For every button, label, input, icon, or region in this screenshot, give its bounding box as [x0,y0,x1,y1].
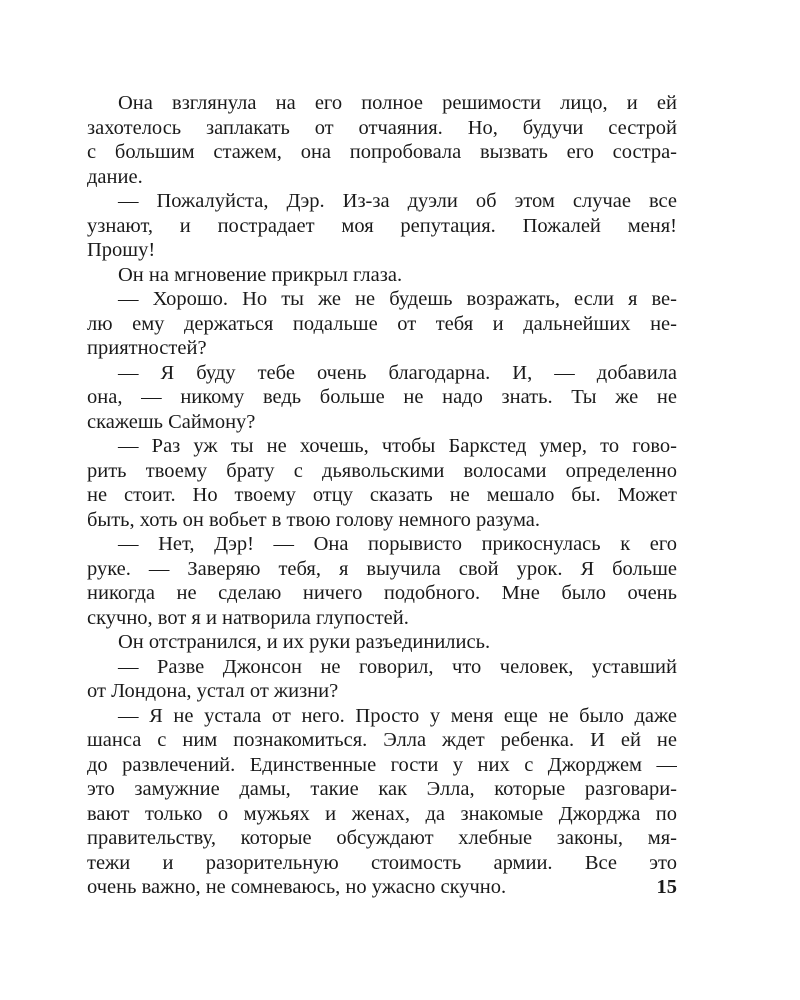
text-line: очень важно, не сомневаюсь, но ужасно скучно. [87,876,507,898]
text-line: лю ему держаться подальше от тебя и дальнейших не- [87,312,677,335]
text-line: Прошу! [87,239,156,261]
text-line: дание. [87,165,143,188]
text-line: руке. — Заверяю тебя, я выучила свой урок. Я больше [87,557,677,580]
text-line: скажешь Саймону? [87,410,256,433]
text-line: — Хорошо. Но ты же не будешь возражать, если я ве- [118,288,677,310]
text-line: Он на мгновение прикрыл глаза. [118,263,403,286]
text-line: — Я не устала от него. Просто у меня еще не было даже [118,704,677,727]
text-line: приятностей? [87,337,207,359]
text-line: скучно, вот я и натворила глупостей. [87,606,409,629]
text-line: — Пожалуйста, Дэр. Из-за дуэли об этом случае все [118,190,677,212]
text-line: от Лондона, устал от жизни? [87,680,339,702]
text-line: узнают, и пострадает моя репутация. Пожалей меня! [87,214,677,237]
text-line: шанса с ним познакомиться. Элла ждет ребенка. И ей не [87,729,677,751]
last-line-row [87,875,677,900]
page-number: 15 [656,876,677,898]
body-text [87,91,677,900]
text-line: тежи и разорительную стоимость армии. Все это [87,851,677,874]
text-line: до развлечений. Единственные гости у них с Джорджем — [87,753,677,776]
text-line: не стоит. Но твоему отцу сказать не мешало бы. Может [87,484,677,506]
text-line: захотелось заплакать от отчаяния. Но, будучи сестрой [87,116,677,139]
text-line: правительству, которые обсуждают хлебные законы, мя- [87,827,677,849]
text-line: Он отстранился, и их руки разъединились. [118,631,491,653]
text-line: вают только о мужьях и женах, да знакомые Джорджа по [87,802,677,825]
text-line: — Разве Джонсон не говорил, что человек, уставший [118,655,677,678]
text-line: она, — никому ведь больше не надо знать. Ты же не [87,386,677,408]
text-line: — Нет, Дэр! — Она порывисто прикоснулась к его [118,533,677,555]
text-line: с большим стажем, она попробовала вызвать его сострa- [87,141,677,163]
text-line: Она взглянула на его полное решимости лицо, и ей [118,92,677,114]
text-line: рить твоему брату с дьявольскими волосами определенно [87,459,677,482]
text-line: это замужние дамы, такие как Элла, которые разговари- [87,778,677,800]
text-line: — Я буду тебе очень благодарна. И, — добавила [118,361,677,384]
text-line: быть, хоть он вобьет в твою голову немного разума. [87,508,541,531]
text-line: никогда не сделаю ничего подобного. Мне было очень [87,582,677,604]
text-line: — Раз уж ты не хочешь, чтобы Баркстед умер, то гово- [118,435,677,457]
